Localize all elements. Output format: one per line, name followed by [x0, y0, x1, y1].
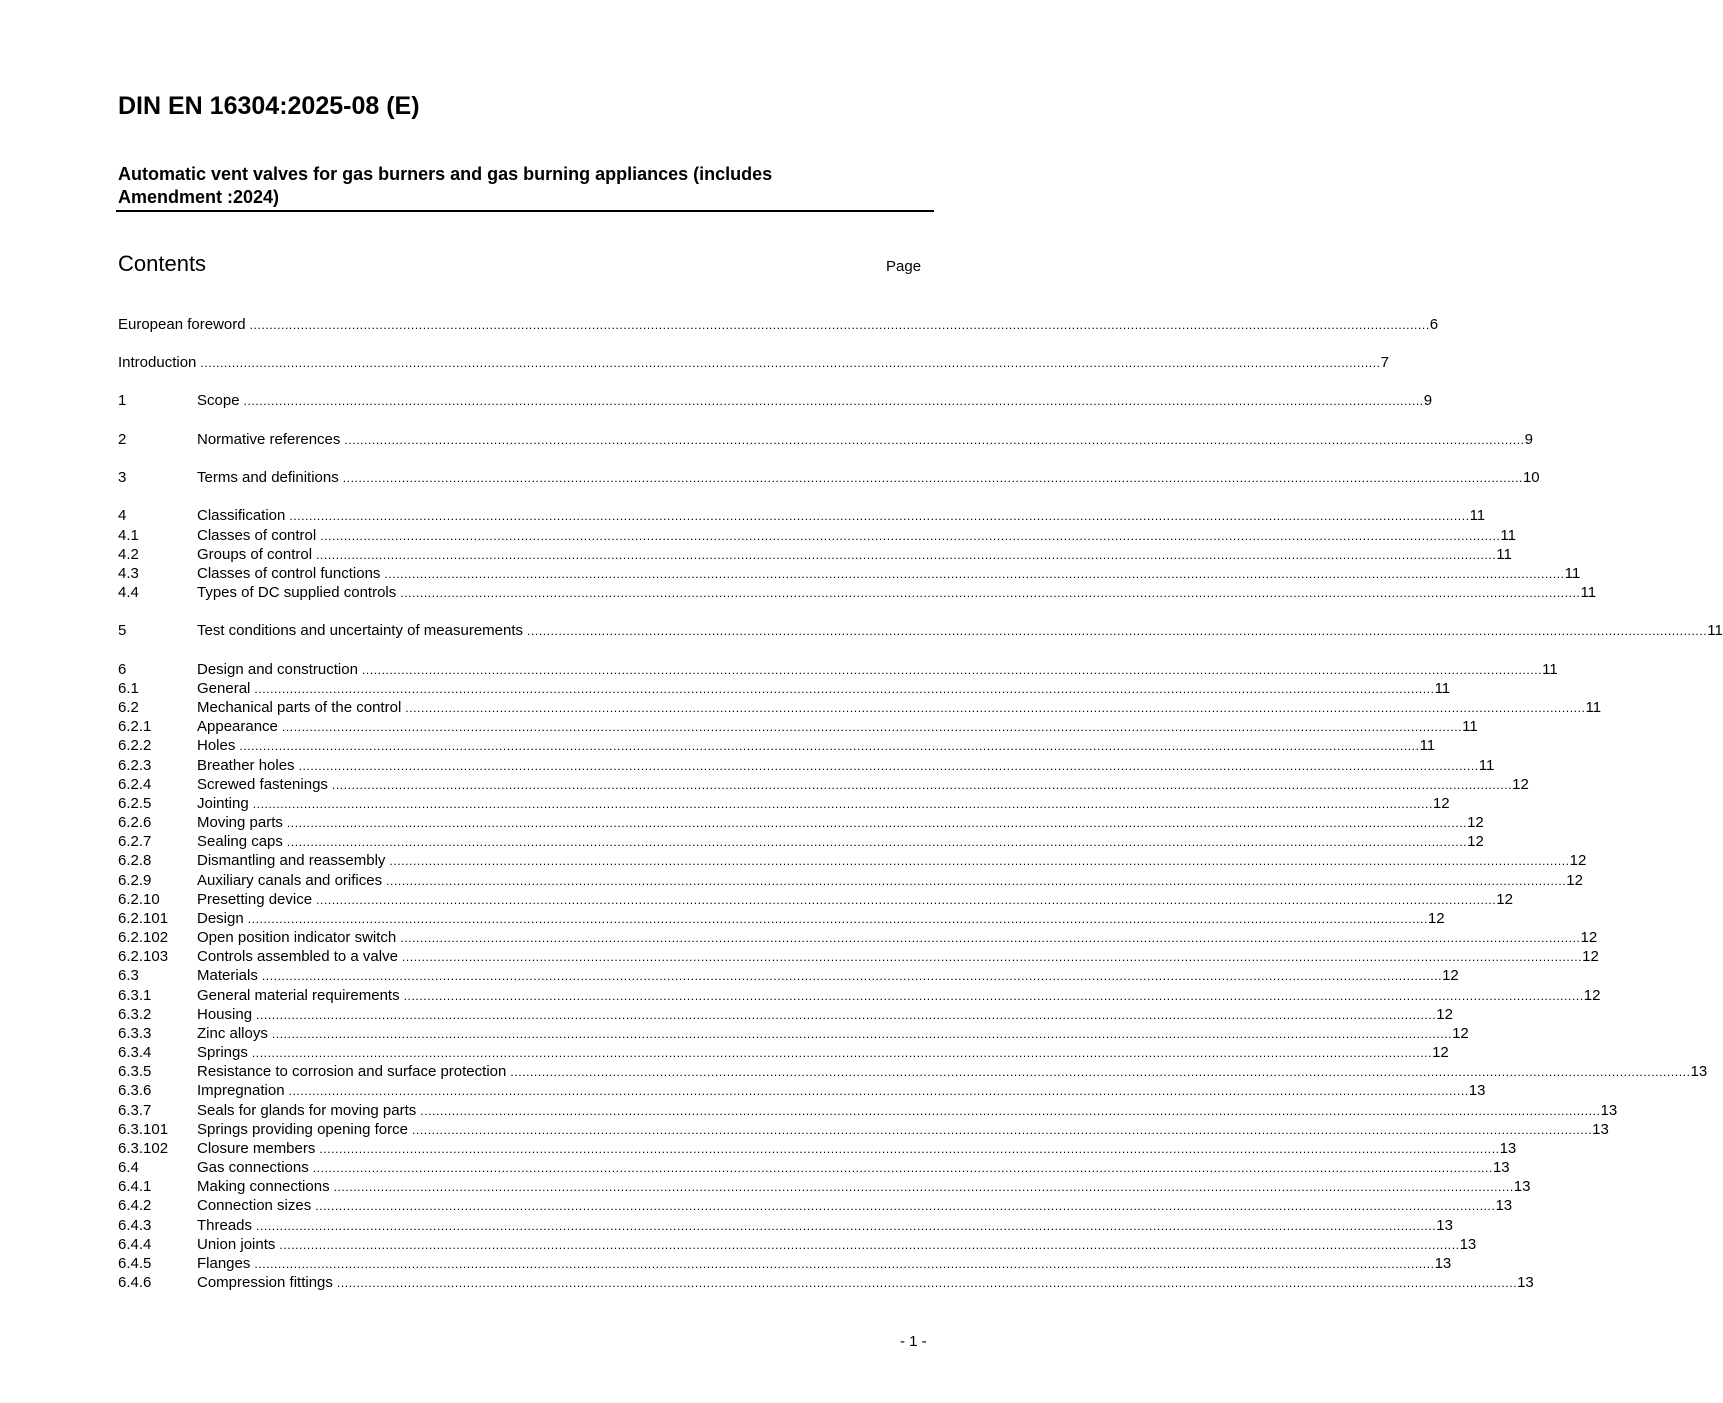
toc-dot-leader: ............................................................................................................................................................................................................................................................................................................ — [405, 701, 1586, 715]
toc-entry-page: 9 — [1423, 392, 1433, 409]
toc-entry-page: 12 — [1566, 872, 1583, 889]
toc-dot-leader: ............................................................................................................................................................................................................................................................................................................ — [271, 1027, 1453, 1041]
toc-entry-title: Auxiliary canals and orifices — [197, 872, 383, 889]
toc-entry-title: Springs — [197, 1044, 248, 1061]
toc-entry[interactable] — [118, 353, 1389, 372]
toc-entry-title: Dismantling and reassembly — [197, 852, 386, 869]
toc-entry-title: Making connections — [197, 1178, 330, 1195]
toc-entry-title: Materials — [197, 967, 258, 984]
toc-dot-leader: ............................................................................................................................................................................................................................................................................................................ — [389, 854, 1570, 868]
toc-entry[interactable] — [118, 1273, 1534, 1292]
toc-entry-page: 13 — [1468, 1082, 1486, 1099]
toc-entry-number: 6.2.101 — [118, 910, 169, 927]
toc-entry-number: 6.3.1 — [118, 987, 152, 1004]
toc-entry-title: General material requirements — [197, 987, 400, 1004]
toc-entry-page: 12 — [1427, 910, 1445, 927]
toc-entry[interactable] — [118, 698, 1602, 717]
toc-entry[interactable] — [118, 890, 1513, 909]
toc-entry[interactable] — [118, 506, 1486, 525]
toc-entry-page: 13 — [1690, 1063, 1708, 1080]
toc-entry-title: Flanges — [197, 1255, 251, 1272]
toc-entry-page: 6 — [1429, 316, 1439, 333]
toc-entry[interactable] — [118, 1081, 1486, 1100]
toc-dot-leader: ............................................................................................................................................................................................................................................................................................................ — [289, 509, 1470, 523]
toc-entry-page: 11 — [1542, 661, 1558, 678]
toc-entry-page: 13 — [1436, 1217, 1453, 1234]
toc-entry-number: 6.3.3 — [118, 1025, 152, 1042]
toc-entry-page: 11 — [1462, 718, 1478, 735]
toc-dot-leader: ............................................................................................................................................................................................................................................................................................................ — [298, 759, 1479, 773]
toc-entry[interactable] — [118, 526, 1516, 545]
toc-entry-number: 6.1 — [118, 680, 139, 697]
toc-entry-title: Presetting device — [197, 891, 313, 908]
document-title: DIN EN 16304:2025-08 (E) — [118, 92, 420, 120]
toc-entry-number: 6.3.6 — [118, 1082, 152, 1099]
toc-entry-number: 4.2 — [118, 546, 139, 563]
page-column-label: Page — [886, 258, 922, 275]
toc-entry-number: 6.2.2 — [118, 737, 152, 754]
toc-entry[interactable] — [118, 564, 1581, 583]
toc-entry-page: 13 — [1513, 1178, 1531, 1195]
toc-entry-page: 11 — [1500, 527, 1516, 544]
toc-dot-leader: ............................................................................................................................................................................................................................................................................................................ — [261, 969, 1443, 983]
toc-entry-title: Test conditions and uncertainty of measurements — [197, 622, 524, 639]
toc-entry-number: 6.3.5 — [118, 1063, 152, 1080]
toc-entry-page: 12 — [1442, 967, 1459, 984]
toc-entry-number: 6.4.6 — [118, 1274, 152, 1291]
toc-entry-page: 10 — [1522, 469, 1540, 486]
toc-entry[interactable] — [118, 813, 1484, 832]
toc-dot-leader: ............................................................................................................................................................................................................................................................................................................ — [411, 1123, 1593, 1137]
toc-dot-leader: ............................................................................................................................................................................................................................................................................................................ — [315, 1199, 1496, 1213]
toc-entry[interactable] — [118, 1254, 1452, 1273]
toc-entry-page: 11 — [1434, 680, 1451, 697]
toc-dot-leader: ............................................................................................................................................................................................................................................................................................................ — [401, 950, 1583, 964]
toc-entry-title: Types of DC supplied controls — [197, 584, 397, 601]
toc-entry-page: 12 — [1452, 1025, 1469, 1042]
toc-entry-number: 6.4.3 — [118, 1217, 152, 1234]
toc-dot-leader: ............................................................................................................................................................................................................................................................................................................ — [286, 835, 1468, 849]
toc-entry-number: 6.2.7 — [118, 833, 152, 850]
toc-entry[interactable] — [118, 1216, 1453, 1235]
toc-entry-page: 11 — [1419, 737, 1436, 754]
toc-entry[interactable] — [118, 1177, 1531, 1196]
toc-entry[interactable] — [118, 315, 1439, 334]
toc-dot-leader: ............................................................................................................................................................................................................................................................................................................ — [200, 356, 1381, 370]
toc-entry-number: 5 — [118, 622, 127, 639]
toc-dot-leader: ............................................................................................................................................................................................................................................................................................................ — [316, 548, 1497, 562]
toc-entry[interactable] — [118, 1120, 1609, 1139]
toc-entry[interactable] — [118, 1024, 1469, 1043]
toc-entry-number: 1 — [118, 392, 127, 409]
toc-dot-leader: ............................................................................................................................................................................................................................................................................................................ — [251, 1046, 1433, 1060]
toc-entry-page: 7 — [1380, 354, 1389, 371]
toc-dot-leader: ............................................................................................................................................................................................................................................................................................................ — [320, 529, 1501, 543]
toc-entry[interactable] — [118, 871, 1583, 890]
toc-dot-leader: ............................................................................................................................................................................................................................................................................................................ — [331, 778, 1513, 792]
toc-entry-title: Normative references — [197, 431, 341, 448]
toc-entry-number: 6.4 — [118, 1159, 139, 1176]
toc-entry[interactable] — [118, 468, 1540, 487]
toc-entry-title: Scope — [197, 392, 240, 409]
toc-entry[interactable] — [118, 1043, 1449, 1062]
toc-dot-leader: ............................................................................................................................................................................................................................................................................................................ — [286, 816, 1468, 830]
toc-dot-leader: ............................................................................................................................................................................................................................................................................................................ — [247, 912, 1428, 926]
toc-entry-page: 13 — [1495, 1197, 1513, 1214]
toc-entry[interactable] — [118, 1101, 1618, 1120]
toc-entry[interactable] — [118, 794, 1450, 813]
toc-entry[interactable] — [118, 986, 1601, 1005]
toc-entry-title: Open position indicator switch — [197, 929, 397, 946]
toc-entry-number: 6.2.3 — [118, 757, 152, 774]
toc-dot-leader: ............................................................................................................................................................................................................................................................................................................ — [510, 1065, 1691, 1079]
footer-page-number: - 1 - — [900, 1333, 927, 1350]
toc-entry-title: Connection sizes — [197, 1197, 312, 1214]
toc-dot-leader: ............................................................................................................................................................................................................................................................................................................ — [281, 720, 1463, 734]
toc-entry-number: 6.3.2 — [118, 1006, 152, 1023]
toc-entry-title: European foreword — [118, 316, 246, 333]
toc-entry-title: Mechanical parts of the control — [197, 699, 402, 716]
toc-entry-title: Springs providing opening force — [197, 1121, 408, 1138]
toc-dot-leader: ............................................................................................................................................................................................................................................................................................................ — [342, 471, 1523, 485]
toc-dot-leader: ............................................................................................................................................................................................................................................................................................................ — [344, 433, 1525, 447]
toc-entry-title: Resistance to corrosion and surface protection — [197, 1063, 507, 1080]
toc-entry-title: Sealing caps — [197, 833, 283, 850]
toc-entry[interactable] — [118, 966, 1459, 985]
toc-dot-leader: ............................................................................................................................................................................................................................................................................................................ — [403, 989, 1584, 1003]
toc-entry[interactable] — [118, 1235, 1477, 1254]
toc-dot-leader: ............................................................................................................................................................................................................................................................................................................ — [361, 663, 1543, 677]
toc-entry-page: 11 — [1478, 757, 1495, 774]
toc-dot-leader: ............................................................................................................................................................................................................................................................................................................ — [333, 1180, 1514, 1194]
toc-entry[interactable] — [118, 1196, 1513, 1215]
toc-entry-page: 11 — [1564, 565, 1581, 582]
contents-heading: Contents — [118, 251, 207, 276]
toc-entry-page: 12 — [1432, 1044, 1449, 1061]
toc-entry-number: 4.3 — [118, 565, 139, 582]
toc-dot-leader: ............................................................................................................................................................................................................................................................................................................ — [312, 1161, 1493, 1175]
toc-entry-number: 6.2.10 — [118, 891, 160, 908]
toc-entry-number: 6.3.102 — [118, 1140, 169, 1157]
toc-entry-title: Compression fittings — [197, 1274, 333, 1291]
toc-dot-leader: ............................................................................................................................................................................................................................................................................................................ — [420, 1104, 1601, 1118]
toc-entry-number: 6.2.8 — [118, 852, 152, 869]
toc-entry-number: 4 — [118, 507, 127, 524]
toc-entry-number: 6.2.103 — [118, 948, 169, 965]
toc-entry[interactable] — [118, 391, 1433, 410]
toc-entry-page: 12 — [1467, 833, 1484, 850]
toc-entry-number: 6.3.7 — [118, 1102, 152, 1119]
toc-entry-number: 6.2.1 — [118, 718, 152, 735]
toc-entry-title: Housing — [197, 1006, 253, 1023]
toc-dot-leader: ............................................................................................................................................................................................................................................................................................................ — [254, 682, 1435, 696]
toc-entry-title: Controls assembled to a valve — [197, 948, 398, 965]
toc-entry[interactable] — [118, 430, 1533, 449]
toc-entry-page: 13 — [1600, 1102, 1618, 1119]
toc-entry-number: 6.2.5 — [118, 795, 152, 812]
toc-entry[interactable] — [118, 545, 1512, 564]
toc-dot-leader: ............................................................................................................................................................................................................................................................................................................ — [400, 931, 1581, 945]
toc-entry-number: 4.4 — [118, 584, 139, 601]
toc-entry-title: Classification — [197, 507, 286, 524]
toc-entry-page: 13 — [1592, 1121, 1609, 1138]
toc-entry-number: 6.4.1 — [118, 1178, 152, 1195]
toc-dot-leader: ............................................................................................................................................................................................................................................................................................................ — [256, 1008, 1437, 1022]
toc-entry[interactable] — [118, 736, 1436, 755]
toc-entry[interactable] — [118, 583, 1597, 602]
toc-entry-title: Union joints — [197, 1236, 276, 1253]
toc-entry-number: 6.4.2 — [118, 1197, 152, 1214]
toc-entry-page: 11 — [1469, 507, 1486, 524]
toc-entry-title: Impregnation — [197, 1082, 285, 1099]
toc-entry-title: Introduction — [118, 354, 197, 371]
toc-entry-page: 11 — [1496, 546, 1512, 563]
toc-entry[interactable] — [118, 909, 1445, 928]
toc-entry-page: 11 — [1707, 622, 1723, 639]
toc-entry[interactable] — [118, 851, 1587, 870]
toc-dot-leader: ............................................................................................................................................................................................................................................................................................................ — [252, 797, 1433, 811]
toc-dot-leader: ............................................................................................................................................................................................................................................................................................................ — [243, 394, 1424, 408]
toc-entry-page: 12 — [1436, 1006, 1453, 1023]
toc-entry-title: Appearance — [197, 718, 278, 735]
toc-entry-title: Screwed fastenings — [197, 776, 328, 793]
toc-entry-number: 3 — [118, 469, 127, 486]
toc-entry-title: Design and construction — [197, 661, 358, 678]
toc-dot-leader: ............................................................................................................................................................................................................................................................................................................ — [249, 318, 1430, 332]
toc-entry-number: 6.4.5 — [118, 1255, 152, 1272]
toc-entry-number: 6.2.9 — [118, 872, 152, 889]
toc-dot-leader: ............................................................................................................................................................................................................................................................................................................ — [288, 1084, 1469, 1098]
document-subtitle: Automatic vent valves for gas burners and gas burning appliances (includes Amendment :2024) — [118, 164, 773, 207]
toc-entry[interactable] — [118, 717, 1478, 736]
toc-entry-number: 6.3.4 — [118, 1044, 152, 1061]
toc-entry-title: Zinc alloys — [197, 1025, 268, 1042]
toc-entry-number: 6.2.102 — [118, 929, 169, 946]
toc-entry-title: Classes of control functions — [197, 565, 381, 582]
toc-entry-page: 12 — [1467, 814, 1484, 831]
toc-entry-page: 13 — [1492, 1159, 1510, 1176]
toc-entry-page: 11 — [1585, 699, 1602, 716]
toc-entry-title: Classes of control — [197, 527, 317, 544]
toc-entry[interactable] — [118, 660, 1558, 679]
toc-entry-number: 6.2.6 — [118, 814, 152, 831]
toc-dot-leader: ............................................................................................................................................................................................................................................................................................................ — [384, 567, 1565, 581]
toc-entry[interactable] — [118, 621, 1723, 640]
toc-dot-leader: ............................................................................................................................................................................................................................................................................................................ — [279, 1238, 1460, 1252]
toc-entry[interactable] — [118, 1005, 1453, 1024]
toc-entry-title: Moving parts — [197, 814, 283, 831]
toc-entry-page: 13 — [1459, 1236, 1477, 1253]
toc-entry[interactable] — [118, 832, 1484, 851]
toc-dot-leader: ............................................................................................................................................................................................................................................................................................................ — [319, 1142, 1500, 1156]
toc-entry[interactable] — [118, 1158, 1510, 1177]
toc-entry[interactable] — [118, 947, 1599, 966]
toc-entry-title: Terms and definitions — [197, 469, 339, 486]
toc-entry-title: Design — [197, 910, 244, 927]
toc-entry-page: 9 — [1524, 431, 1533, 448]
toc-entry[interactable] — [118, 775, 1529, 794]
toc-entry-title: Gas connections — [197, 1159, 309, 1176]
toc-entry-number: 6.2.4 — [118, 776, 152, 793]
toc-entry-page: 12 — [1583, 987, 1601, 1004]
toc-entry-page: 12 — [1496, 891, 1513, 908]
toc-entry-title: Threads — [197, 1217, 253, 1234]
toc-dot-leader: ............................................................................................................................................................................................................................................................................................................ — [400, 586, 1581, 600]
toc-entry[interactable] — [118, 756, 1495, 775]
toc-entry-title: Seals for glands for moving parts — [197, 1102, 417, 1119]
toc-dot-leader: ............................................................................................................................................................................................................................................................................................................ — [256, 1219, 1437, 1233]
toc-entry[interactable] — [118, 928, 1598, 947]
toc-entry-page: 13 — [1499, 1140, 1517, 1157]
toc-entry-page: 12 — [1569, 852, 1587, 869]
toc-entry-page: 12 — [1582, 948, 1599, 965]
toc-entry[interactable] — [118, 1139, 1517, 1158]
toc-entry[interactable] — [118, 679, 1451, 698]
toc-entry-number: 4.1 — [118, 527, 139, 544]
toc-entry-page: 12 — [1512, 776, 1529, 793]
toc-entry-title: General — [197, 680, 251, 697]
toc-entry-title: Holes — [197, 737, 236, 754]
toc-entry-title: Jointing — [197, 795, 249, 812]
toc-entry-number: 6 — [118, 661, 127, 678]
toc-dot-leader: ............................................................................................................................................................................................................................................................................................................ — [336, 1276, 1518, 1290]
toc-entry-page: 13 — [1434, 1255, 1452, 1272]
toc-entry-title: Closure members — [197, 1140, 316, 1157]
title-rule — [116, 210, 934, 212]
toc-entry-number: 6.2 — [118, 699, 139, 716]
toc-dot-leader: ............................................................................................................................................................................................................................................................................................................ — [386, 874, 1567, 888]
toc-entry-page: 12 — [1580, 929, 1598, 946]
toc-dot-leader: ............................................................................................................................................................................................................................................................................................................ — [239, 739, 1420, 753]
toc-entry-number: 6.4.4 — [118, 1236, 152, 1253]
toc-entry-page: 13 — [1517, 1274, 1534, 1291]
toc-dot-leader: ............................................................................................................................................................................................................................................................................................................ — [316, 893, 1497, 907]
toc-dot-leader: ............................................................................................................................................................................................................................................................................................................ — [527, 624, 1708, 638]
toc-entry[interactable] — [118, 1062, 1708, 1081]
toc-entry-page: 12 — [1432, 795, 1450, 812]
toc-entry-page: 11 — [1580, 584, 1597, 601]
toc-entry-number: 6.3 — [118, 967, 139, 984]
toc-entry-title: Breather holes — [197, 757, 295, 774]
toc-entry-title: Groups of control — [197, 546, 313, 563]
toc-entry-number: 6.3.101 — [118, 1121, 169, 1138]
toc-dot-leader: ............................................................................................................................................................................................................................................................................................................ — [254, 1257, 1435, 1271]
toc-entry-number: 2 — [118, 431, 127, 448]
